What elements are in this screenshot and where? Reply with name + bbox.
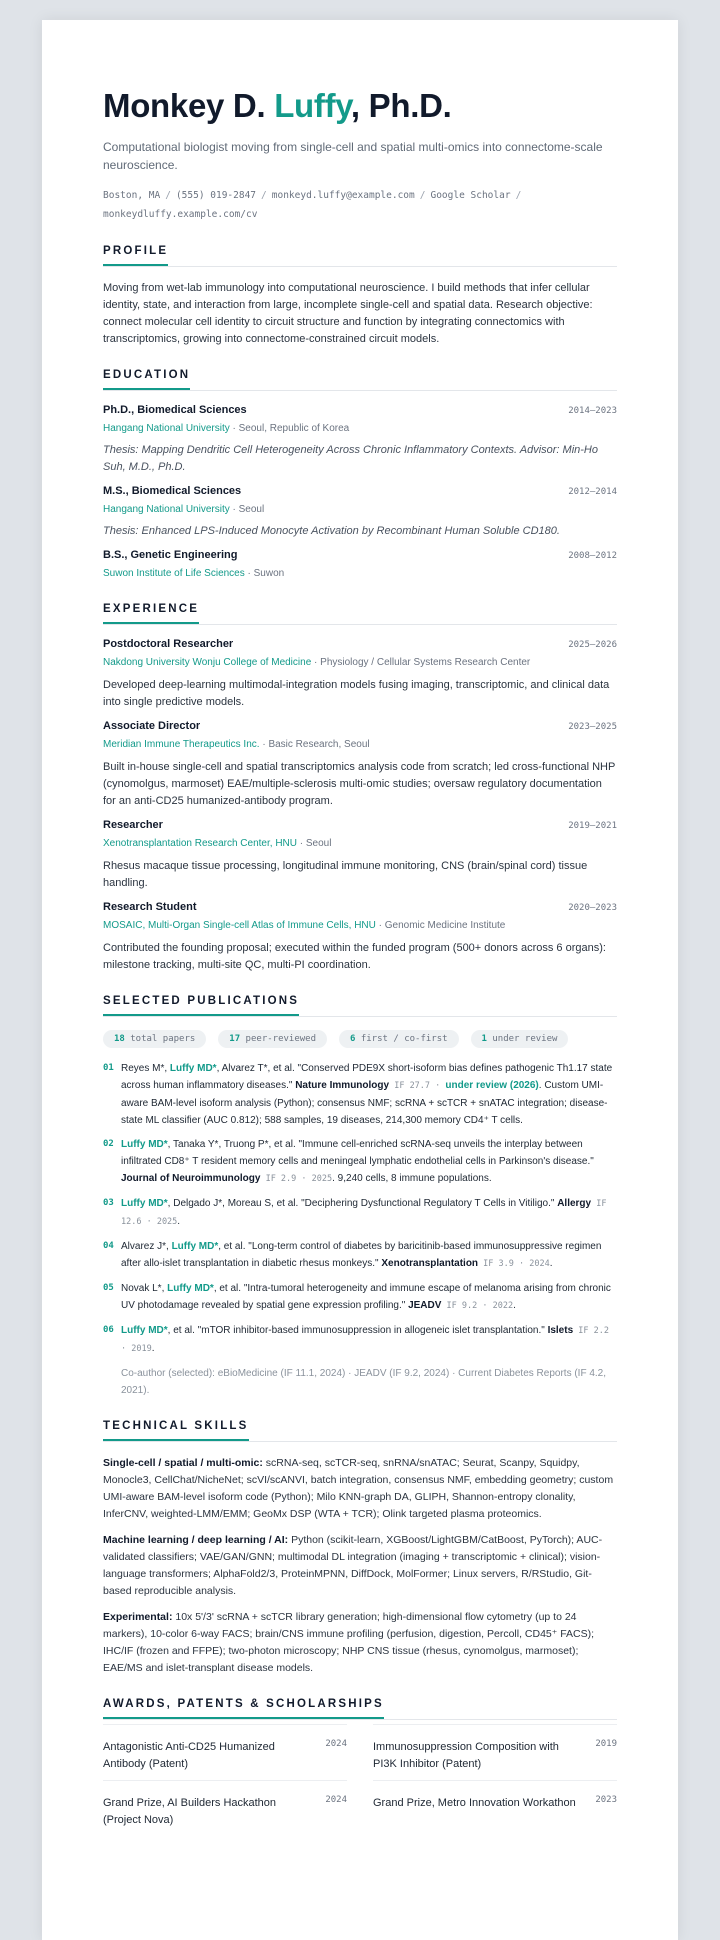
stat-pill-total [103,1030,206,1048]
pub-tail: . [549,1258,553,1270]
education-section [103,365,617,582]
contact-separator: / [261,190,267,202]
pub-title-text: , Alvarez T*, et al. "Conserved PDE9X short-isoform bias defines pathogenic Th1.17 state across human inflammatory diseases." [121,1063,613,1092]
entry-date: 2020–2023 [568,903,617,914]
experience-entry [103,720,617,810]
name-first: Monkey D. [103,87,275,124]
section-divider [103,266,617,267]
publication-item [103,1322,617,1358]
pub-meta: IF 27.7 · [389,1081,446,1092]
education-entry [103,549,617,582]
awards-grid [103,1724,617,1836]
section-title-awards: AWARDS, PATENTS & SCHOLARSHIPS [103,1698,384,1719]
stat-pill-under-review [471,1030,569,1048]
section-divider [103,624,617,625]
publication-item [103,1136,617,1188]
tagline: Computational biologist moving from single-cell and spatial multi-omics into connectome-scale neuroscience. [103,140,603,173]
contact-separator: / [165,190,171,202]
role-description: Rhesus macaque tissue processing, longitudinal immune monitoring, CNS (brain/spinal cord) tissue handling. [103,860,588,890]
education-entry [103,404,617,476]
contact-email-link[interactable]: monkeyd.luffy@example.com [271,190,415,202]
pub-journal: Journal of Neuroimmunology [121,1173,261,1185]
thesis-text: Thesis: Mapping Dendritic Cell Heterogeneity Across Chronic Inflammatory Contexts. Advisor: Min-Ho Suh, M.D., Ph.D. [103,444,598,474]
role-description: Built in-house single-cell and spatial transcriptomics analysis code from scratch; led cross-functional NHP (cynomolgus, marmoset) EAE/multiple-sclerosis multi-omic studies; oversaw regulatory documentation for an anti-CD25 humanized-antibody program. [103,761,616,808]
employer-name: Nakdong University Wonju College of Medicine [103,657,312,669]
pub-meta: IF 2.9 · 2025 [260,1174,333,1185]
stat-label: under review [486,1034,558,1045]
pub-authors-pre: Novak L*, [121,1283,168,1295]
profile-section [103,241,617,348]
section-title-publications: SELECTED PUBLICATIONS [103,995,299,1016]
award-year: 2019 [595,1739,617,1750]
stat-number: 6 [350,1034,356,1045]
name-accent: Luffy [274,87,351,124]
coauthor-note: Co-author (selected): eBioMedicine (IF 11.1, 2024) · JEADV (IF 9.2, 2024) · Current Diabetes Reports (IF 4.2, 2021). [121,1368,607,1397]
pub-tail: . [513,1300,516,1312]
pub-self-author: Luffy MD* [121,1198,168,1210]
publication-stats [103,1030,617,1048]
pub-title-text: , Delgado J*, Moreau S, et al. "Deciphering Dysfunctional Regulatory T Cells in Vitiligo." [167,1198,558,1210]
publication-number: 04 [103,1241,114,1252]
section-divider [103,1016,617,1017]
award-item [103,1780,347,1836]
employer-location: · Genomic Medicine Institute [375,920,506,932]
stat-number: 17 [229,1034,241,1045]
publication-number: 03 [103,1198,114,1209]
role-title: Researcher [103,819,163,832]
pub-self-author: Luffy MD* [171,1241,219,1253]
institution-location: · Seoul, Republic of Korea [229,423,350,435]
institution-location: · Seoul [229,504,265,516]
pub-meta: IF 2.2 · 2019 [121,1326,609,1355]
award-year: 2024 [325,1795,347,1806]
skill-group-text: scRNA-seq, scTCR-seq, snRNA/snATAC; Seurat, Scanpy, Squidpy, Monocle3, CellChat/NicheNet; scVI/scANVI, batch integration, consensus NMF, embedding geometry; custom UMI-aware BAM-level isoform code (Python); Milo KNN-graph DA, GLIPH, Shannon-entropy clonality, InferCNV, weighted-LMM/EMM; GeoMx DSP (WTA + TCR); Olink targeted plasma proteomics. [103,1457,614,1521]
publication-item [103,1238,617,1273]
employer-name: Xenotransplantation Research Center, HNU [103,838,297,850]
experience-entry [103,901,617,974]
stat-label: peer-reviewed [240,1034,316,1045]
role-title: Associate Director [103,720,201,733]
pub-meta: IF 9.2 · 2022 [441,1301,514,1312]
role-description: Contributed the founding proposal; executed within the funded program (500+ donors across 6 organs): milestone tracking, multi-site QC, multi-PI coordination. [103,942,606,972]
publication-item [103,1280,617,1315]
skill-group [103,1609,617,1677]
employer-location: · Physiology / Cellular Systems Research Center [311,657,531,669]
award-item [373,1780,617,1836]
website-link[interactable]: monkeydluffy.example.com/cv [103,209,258,221]
section-title-skills: TECHNICAL SKILLS [103,1420,249,1441]
stat-label: first / co-first [355,1034,448,1045]
award-year: 2024 [325,1739,347,1750]
contact-line [103,186,617,224]
entry-date: 2023–2025 [568,722,617,733]
institution-name: Suwon Institute of Life Sciences [103,568,245,580]
publications-section [103,991,617,1399]
degree-title: Ph.D., Biomedical Sciences [103,404,247,417]
pub-self-author: Luffy MD* [121,1139,168,1151]
pub-meta: IF 3.9 · 2024 [478,1259,550,1270]
pub-tail: . Custom UMI-aware BAM-level isoform analysis (Python); consensus NMF; scRNA + scTCR + snATAC integration; disease-state ML classifier (AUC 0.812); 588 samples, 19 diseases, 214,300 memory CD4⁺ T cells. [121,1080,608,1127]
pub-status: under review (2026) [445,1080,539,1092]
stat-pill-peer-reviewed [218,1030,327,1048]
publication-number: 05 [103,1283,114,1294]
section-divider [103,1719,617,1720]
contact-separator: / [419,190,426,202]
publication-number: 02 [103,1139,114,1150]
pub-journal: Allergy [557,1198,592,1210]
candidate-name [103,88,617,124]
role-title: Research Student [103,901,197,914]
stat-number: 1 [481,1034,487,1045]
pub-authors-pre: Alvarez J*, [121,1241,172,1253]
pub-title-text: , et al. "mTOR inhibitor-based immunosuppression in allogeneic islet transplantation." [167,1325,548,1337]
experience-entry [103,638,617,711]
skills-section [103,1416,617,1677]
entry-date: 2008–2012 [568,551,617,562]
pub-title-text: , Tanaka Y*, Truong P*, et al. "Immune cell-enriched scRNA-seq unveils the interplay between infiltrated CD8⁺ T resident memory cells and meningeal lymphatic endothelial cells in Parkinson's disease." [121,1139,594,1168]
pub-title-text: , et al. "Long-term control of diabetes by baricitinib-based immunosuppressive regimen after allo-islet transplantation in diabetic rhesus monkeys." [121,1241,602,1270]
award-year: 2023 [595,1795,617,1806]
role-title: Postdoctoral Researcher [103,638,234,651]
employer-name: MOSAIC, Multi-Organ Single-cell Atlas of Immune Cells, HNU [103,920,376,932]
pub-self-author: Luffy MD* [169,1063,217,1075]
publication-item [103,1195,617,1231]
pub-journal: Nature Immunology [295,1080,390,1092]
pub-journal: JEADV [408,1300,442,1312]
skill-group-text: Python (scikit-learn, XGBoost/LightGBM/CatBoost, PyTorch); AUC-validated classifiers; VAE/GAN/GNN; multimodal DL integration (imaging + transcriptomic + clinical); vision-language transformers; AlphaFold2/3, ProteinMPNN, DiffDock, MolFormer; Linux servers, R/RStudio, Git-based reproducible analysis. [103,1534,603,1598]
experience-entry [103,819,617,892]
awards-section [103,1694,617,1836]
skill-group-label: Single-cell / spatial / multi-omic: [103,1457,263,1470]
award-name: Antagonistic Anti-CD25 Humanized Antibody (Patent) [103,1741,275,1771]
entry-date: 2012–2014 [568,487,617,498]
pub-tail: . 9,240 cells, 8 immune populations. [332,1173,492,1185]
award-item [373,1724,617,1780]
pub-meta: IF 12.6 · 2025 [121,1199,607,1228]
degree-title: M.S., Biomedical Sciences [103,485,242,498]
contact-separator: / [515,190,522,202]
stat-number: 18 [114,1034,125,1045]
contact-phone: (555) 019-2847 [175,190,257,202]
award-name: Grand Prize, AI Builders Hackathon (Project Nova) [103,1797,277,1827]
pub-journal: Xenotransplantation [381,1258,479,1270]
stat-label: total papers [124,1034,196,1045]
thesis-text: Thesis: Enhanced LPS-Induced Monocyte Activation by Recombinant Human Soluble CD180. [103,525,560,538]
education-entry [103,485,617,540]
pub-tail: . [151,1343,155,1355]
pub-self-author: Luffy MD* [121,1325,168,1337]
name-suffix: , Ph.D. [350,87,452,124]
institution-name: Hangang National University [103,504,230,516]
section-divider [103,390,617,391]
pub-journal: Islets [547,1325,574,1337]
publication-number: 06 [103,1325,114,1336]
section-title-experience: EXPERIENCE [103,603,199,624]
publication-item [103,1060,617,1129]
google-scholar-link[interactable]: Google Scholar [430,190,511,202]
skill-group [103,1455,617,1523]
pub-authors-pre: Reyes M*, [121,1063,170,1075]
award-name: Grand Prize, Metro Innovation Workathon [373,1797,576,1810]
resume-page [42,20,678,1940]
skill-group [103,1532,617,1600]
institution-name: Hangang National University [103,423,230,435]
entry-date: 2025–2026 [568,640,617,651]
employer-location: · Seoul [297,838,332,850]
pub-title-text: , et al. "Intra-tumoral heterogeneity and immune escape of melanoma arising from chronic UV photodamage revealed by spatial gene expression profiling." [121,1283,611,1312]
profile-text: Moving from wet-lab immunology into computational neuroscience. I build methods that infer cellular identity, state, and interaction from large, incomplete single-cell and spatial data. Research objective: connect molecular cell identity to circuit structure and function by integrating connectomics with transcriptomics, growing into connectome-constrained circuit models. [103,282,593,346]
role-description: Developed deep-learning multimodal-integration models fusing imaging, transcriptomic, and clinical data into single predictive models. [103,679,610,709]
skill-group-text: 10x 5'/3' scRNA + scTCR library generation; high-dimensional flow cytometry (up to 24 markers), 10-color 6-way FACS; brain/CNS immune profiling (perfusion, digestion, Percoll, CD45⁺ FACS); IHC/IF (frozen and FFPE); two-photon microscopy; NHP CNS tissue (rhesus, cynomolgus, marmoset); EAE/MS and islet-transplant disease models. [103,1611,595,1675]
section-title-profile: PROFILE [103,245,168,266]
experience-section [103,599,617,974]
section-divider [103,1441,617,1442]
skill-group-label: Experimental: [103,1611,173,1624]
pub-self-author: Luffy MD* [167,1283,214,1295]
degree-title: B.S., Genetic Engineering [103,549,238,562]
skill-group-label: Machine learning / deep learning / AI: [103,1534,289,1547]
contact-location: Boston, MA [103,190,161,202]
award-name: Immunosuppression Composition with PI3K Inhibitor (Patent) [373,1741,559,1771]
stat-pill-first-author [339,1030,459,1048]
institution-location: · Suwon [244,568,285,580]
section-title-education: EDUCATION [103,369,190,390]
award-item [103,1724,347,1780]
publication-number: 01 [103,1063,114,1074]
entry-date: 2019–2021 [568,821,617,832]
employer-location: · Basic Research, Seoul [259,739,370,751]
pub-tail: . [177,1216,181,1228]
entry-date: 2014–2023 [568,406,617,417]
employer-name: Meridian Immune Therapeutics Inc. [103,739,260,751]
